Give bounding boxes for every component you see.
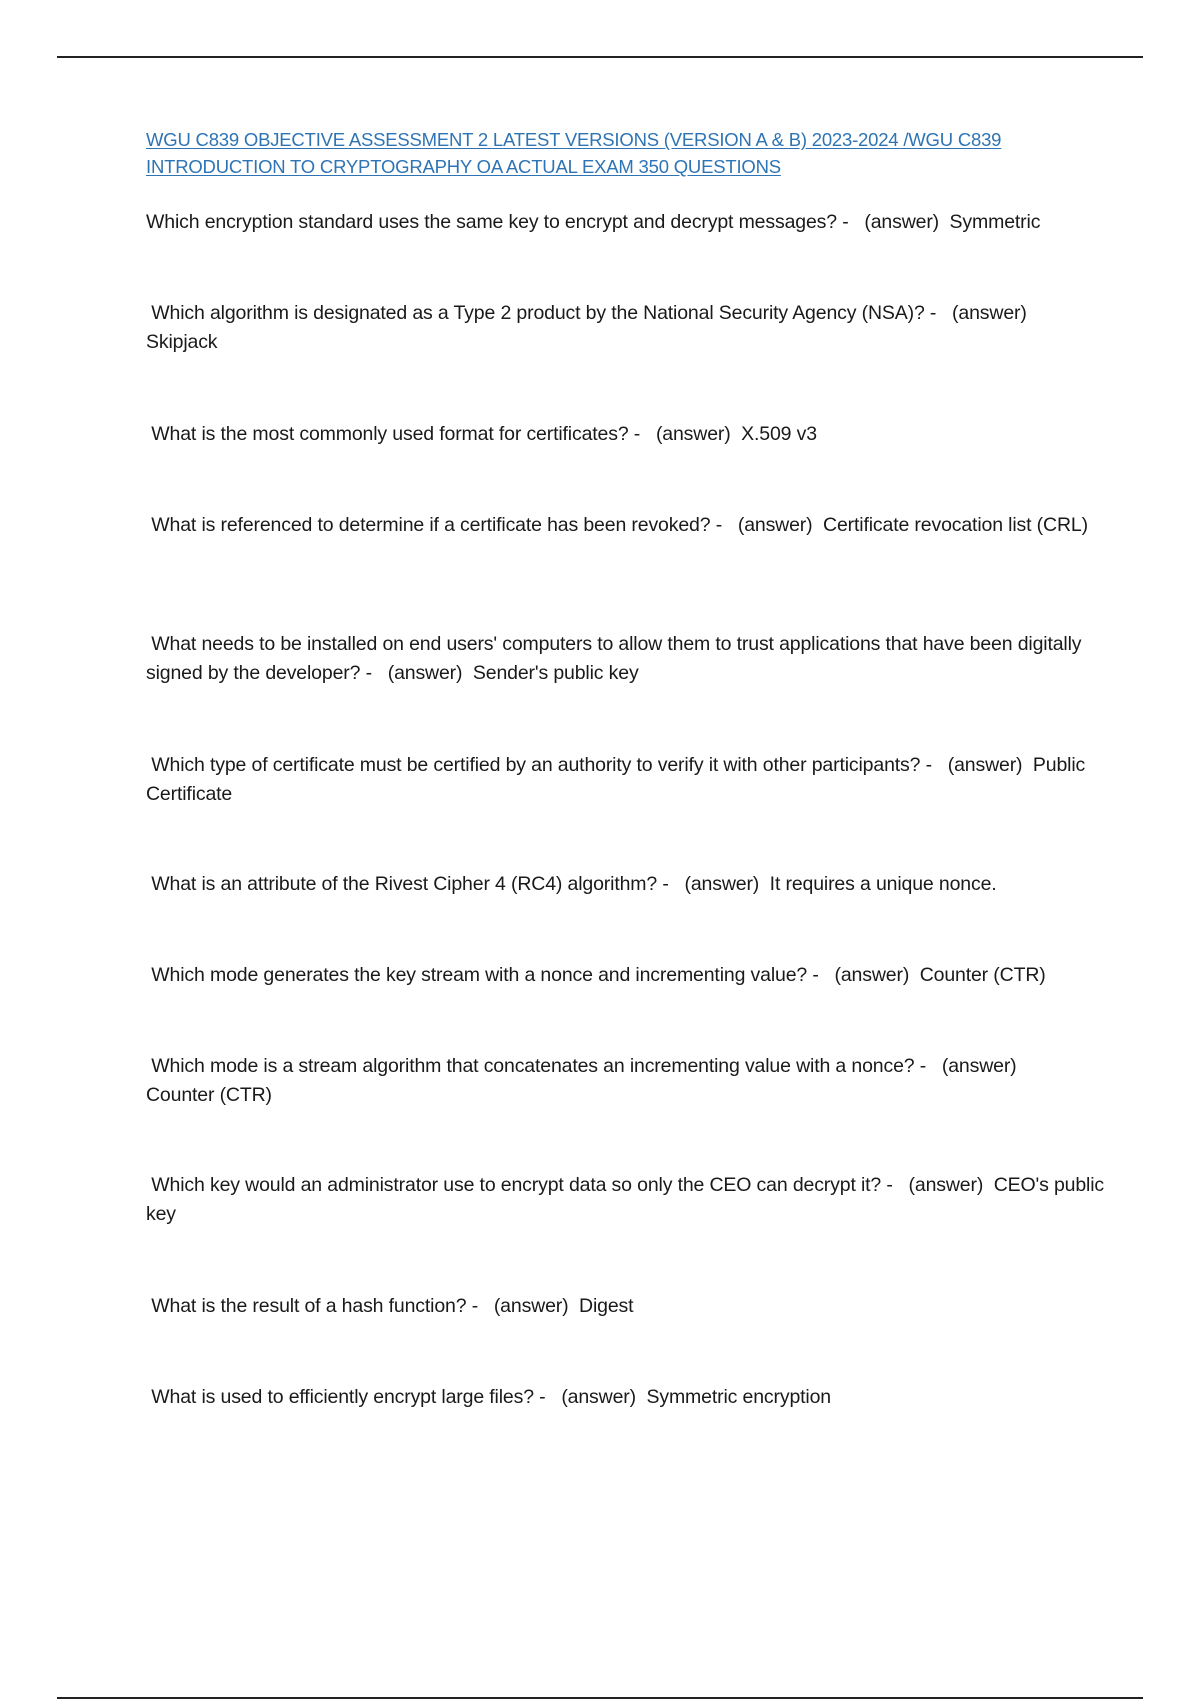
- top-rule: [57, 56, 1143, 58]
- qa-item: What is the most commonly used format for certificates? - (answer) X.509 v3: [146, 423, 817, 445]
- qa-item: What is used to efficiently encrypt large files? - (answer) Symmetric encryption: [146, 1386, 831, 1408]
- qa-item: Which type of certificate must be certified by an authority to verify it with other participants? - (answer) Public Certificate: [146, 754, 1091, 805]
- title-line-2: INTRODUCTION TO CRYPTOGRAPHY OA ACTUAL EXAM 350 QUESTIONS: [146, 156, 781, 177]
- qa-item: Which encryption standard uses the same key to encrypt and decrypt messages? - (answer) Symmetric: [146, 211, 1041, 233]
- document-body: [146, 126, 1110, 1408]
- qa-item: What is the result of a hash function? - (answer) Digest: [146, 1295, 634, 1317]
- title-line-1: WGU C839 OBJECTIVE ASSESSMENT 2 LATEST VERSIONS (VERSION A & B) 2023-2024 /WGU C839: [146, 129, 1002, 150]
- qa-item: Which mode generates the key stream with a nonce and incrementing value? - (answer) Counter (CTR): [146, 964, 1046, 986]
- qa-item: What is an attribute of the Rivest Cipher 4 (RC4) algorithm? - (answer) It requires a unique nonce.: [146, 873, 997, 895]
- document-title-link[interactable]: [146, 126, 1094, 180]
- qa-item: Which mode is a stream algorithm that concatenates an incrementing value with a nonce? - (answer) Counter (CTR): [146, 1055, 1028, 1106]
- qa-item: What needs to be installed on end users' computers to allow them to trust applications that have been digitally signed by the developer? - (answer) Sender's public key: [146, 633, 1087, 684]
- qa-item: Which key would an administrator use to encrypt data so only the CEO can decrypt it? - (answer) CEO's public key: [146, 1174, 1110, 1225]
- qa-item: What is referenced to determine if a certificate has been revoked? - (answer) Certificate revocation list (CRL): [146, 514, 1088, 536]
- qa-item: Which algorithm is designated as a Type 2 product by the National Security Agency (NSA)? - (answer) Skipjack: [146, 302, 1038, 353]
- bottom-rule: [57, 1697, 1143, 1699]
